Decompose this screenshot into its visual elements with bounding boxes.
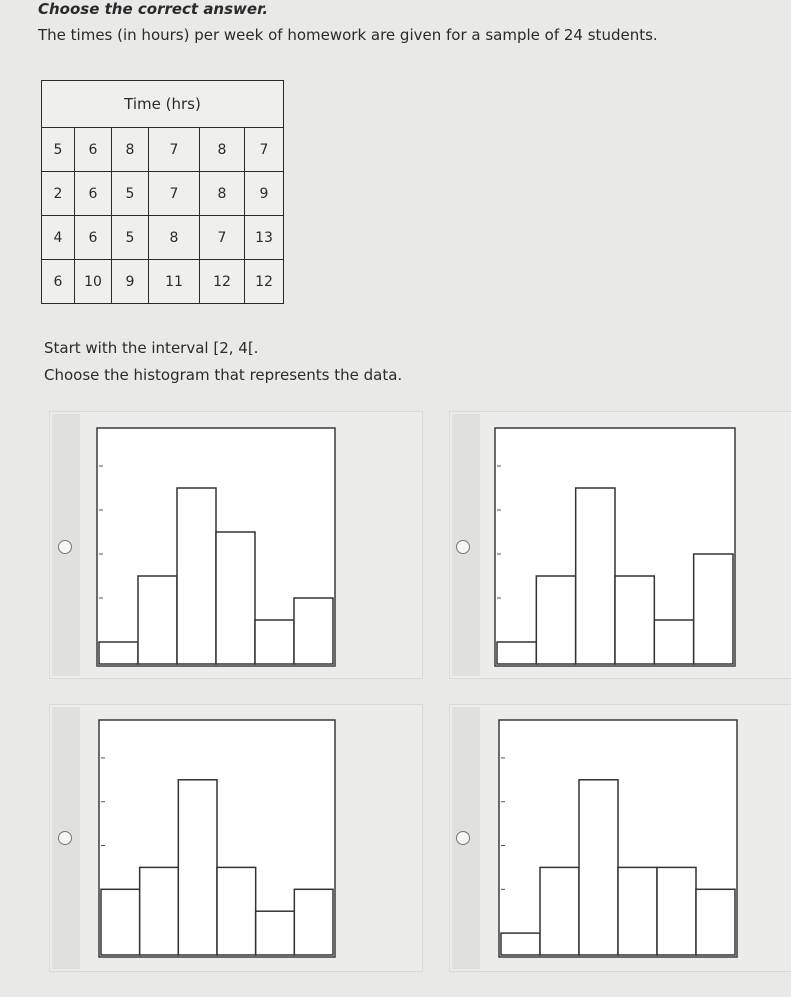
- bar-[12,14[: [294, 598, 333, 664]
- table-cell: 8: [200, 128, 245, 172]
- bar-[6,8[: [177, 488, 216, 664]
- bar-[12,14[: [694, 554, 733, 664]
- bar-[12,14[: [294, 889, 333, 955]
- table-cell: 8: [149, 216, 200, 260]
- table-cell: 6: [75, 128, 112, 172]
- bar-[8,10[: [618, 867, 657, 955]
- radio-button-a[interactable]: [58, 540, 72, 554]
- question-intro: The times (in hours) per week of homework are given for a sample of 24 students.: [38, 26, 658, 44]
- table-cell: 5: [112, 172, 149, 216]
- bar-[10,12[: [255, 620, 294, 664]
- table-cell: 8: [200, 172, 245, 216]
- table-cell: 4: [42, 216, 75, 260]
- table-title: Time (hrs): [42, 81, 284, 128]
- radio-button-c[interactable]: [58, 831, 72, 845]
- table-cell: 6: [75, 172, 112, 216]
- table-cell: 7: [245, 128, 284, 172]
- bar-[8,10[: [217, 867, 256, 955]
- bar-[10,12[: [654, 620, 693, 664]
- radio-button-b[interactable]: [456, 540, 470, 554]
- table-cell: 7: [200, 216, 245, 260]
- table-body: [42, 128, 284, 304]
- data-table: [41, 80, 284, 304]
- option-d[interactable]: [449, 704, 791, 972]
- table-row: [42, 172, 284, 216]
- table-cell: 6: [42, 260, 75, 304]
- table-row: [42, 128, 284, 172]
- histogram-b: [494, 427, 736, 667]
- bar-[6,8[: [579, 780, 618, 955]
- table-cell: 11: [149, 260, 200, 304]
- option-c[interactable]: [49, 704, 423, 972]
- bar-[6,8[: [178, 780, 217, 955]
- table-cell: 7: [149, 172, 200, 216]
- bar-[2,4[: [101, 889, 140, 955]
- table-cell: 8: [112, 128, 149, 172]
- start-interval-text: Start with the interval [2, 4[.: [44, 339, 259, 357]
- radio-button-d[interactable]: [456, 831, 470, 845]
- histogram-a: [96, 427, 336, 667]
- table-cell: 12: [245, 260, 284, 304]
- bar-[10,12[: [657, 867, 696, 955]
- histogram-c: [98, 719, 336, 958]
- bar-[2,4[: [497, 642, 536, 664]
- table-row: [42, 216, 284, 260]
- table-cell: 13: [245, 216, 284, 260]
- option-a[interactable]: [49, 411, 423, 679]
- table-cell: 10: [75, 260, 112, 304]
- table-cell: 6: [75, 216, 112, 260]
- bar-[12,14[: [696, 889, 735, 955]
- table-cell: 5: [112, 216, 149, 260]
- bar-[8,10[: [216, 532, 255, 664]
- table-cell: 12: [200, 260, 245, 304]
- bar-[2,4[: [501, 933, 540, 955]
- bar-[4,6[: [140, 867, 179, 955]
- bar-[4,6[: [138, 576, 177, 664]
- histogram-d: [498, 719, 738, 958]
- instruction-heading: Choose the correct answer.: [38, 0, 269, 18]
- option-b[interactable]: [449, 411, 791, 679]
- choose-histogram-text: Choose the histogram that represents the data.: [44, 366, 403, 384]
- table-cell: 5: [42, 128, 75, 172]
- bar-[6,8[: [576, 488, 615, 664]
- table-row: [42, 260, 284, 304]
- table-cell: 9: [112, 260, 149, 304]
- bar-[8,10[: [615, 576, 654, 664]
- bar-[4,6[: [536, 576, 575, 664]
- bar-[2,4[: [99, 642, 138, 664]
- bar-[4,6[: [540, 867, 579, 955]
- table-cell: 7: [149, 128, 200, 172]
- bar-[10,12[: [256, 911, 295, 955]
- table-cell: 2: [42, 172, 75, 216]
- table-cell: 9: [245, 172, 284, 216]
